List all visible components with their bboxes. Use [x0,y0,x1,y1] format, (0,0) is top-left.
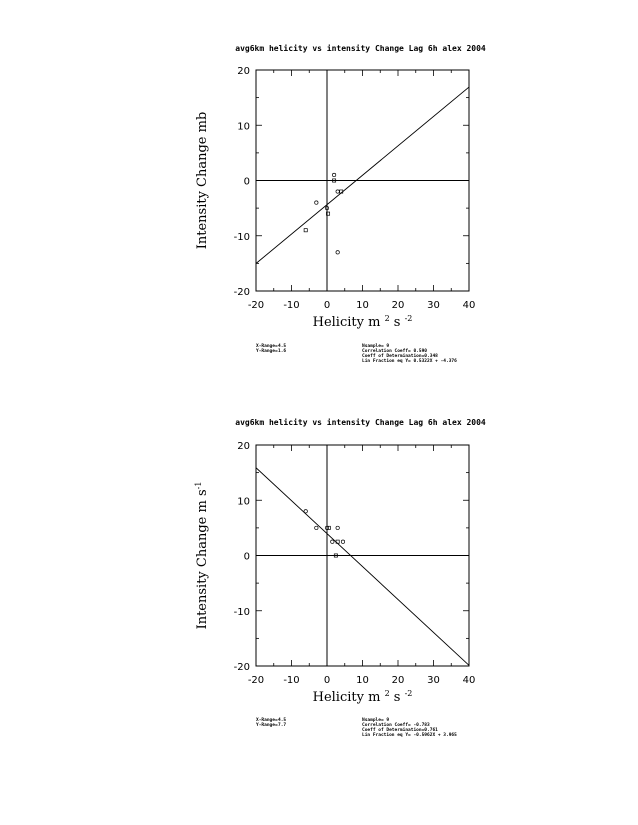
x-tick-label: 30 [427,675,440,686]
data-point [304,510,307,513]
x-axis-label: Helicity m $^2$ s $^{-2}$ [312,314,413,330]
data-point [331,540,334,543]
stat-label: X-Range= [256,718,278,723]
stat-line: Nsample= 9 [362,718,390,723]
x-tick-label: 0 [323,675,331,686]
y-tick-label: 10 [237,496,250,508]
data-point [336,190,339,193]
x-tick-label: -10 [283,675,300,686]
chart-title: avg6km helicity vs intensity Change Lag 6h alex 2004 [235,418,486,427]
stat-value: 4.5 [278,718,287,723]
stat-value: 4.5 [278,344,287,349]
y-tick-label: -20 [233,662,250,673]
chart-title: avg6km helicity vs intensity Change Lag 6h alex 2004 [235,44,486,53]
stat-line: Correlation Coeff= -0.783 [362,723,430,728]
data-point [315,201,318,204]
y-tick-label: 10 [237,121,250,133]
y-tick-label: 0 [243,551,250,563]
stat-label: X-Range= [256,344,278,349]
stat-line: Coeff of Determination=0.761 [362,728,438,733]
data-point [315,526,318,529]
x-tick-label: 0 [323,300,331,311]
stat-line: Lin Fraction eq Y= 0.5322X + -4.376 [362,359,457,364]
stat-label: Y-Range= [256,723,278,728]
x-tick-label: 30 [427,300,440,311]
x-tick-label: 40 [462,300,476,311]
y-tick-label: -20 [233,287,250,298]
stat-value: 7.7 [278,723,287,728]
y-tick-label: -10 [233,606,250,618]
chart-2 [194,417,486,738]
stat-label: Y-Range= [256,349,278,354]
data-point [336,251,339,254]
data-point [341,540,344,543]
x-tick-label: -20 [247,300,265,311]
stat-line: Correlation Coeff= 0.590 [362,349,428,354]
x-tick-label: 10 [356,300,369,311]
data-point [304,229,307,232]
x-axis-label: Helicity m $^2$ s $^{-2}$ [312,689,413,705]
stat-line: Nsample= 9 [362,344,390,349]
y-axis-label: Intensity Change mb [195,111,210,250]
stat-line: Lin Fraction eq Y= -0.5962X + 3.965 [362,733,457,738]
x-tick-label: 40 [462,675,476,686]
stat-line: Coeff of Determination=0.348 [362,354,438,359]
data-point [336,526,339,529]
x-tick-label: 20 [391,675,405,686]
y-axis-label: Intensity Change m $s^{-1}$ [194,481,210,630]
x-tick-label: 10 [356,675,369,686]
fit-line [256,468,469,666]
y-tick-label: 0 [243,176,250,188]
data-point [332,173,335,176]
y-tick-label: 20 [237,441,250,452]
x-tick-label: -10 [283,300,300,311]
y-tick-label: -10 [233,231,250,243]
y-tick-label: 20 [237,66,250,77]
x-tick-label: 20 [391,300,405,311]
stats-block [256,343,457,364]
x-tick-label: -20 [247,675,265,686]
stats-block [256,717,457,738]
chart-1 [195,43,486,364]
fit-line [256,87,469,263]
stat-value: 1.6 [278,349,287,354]
